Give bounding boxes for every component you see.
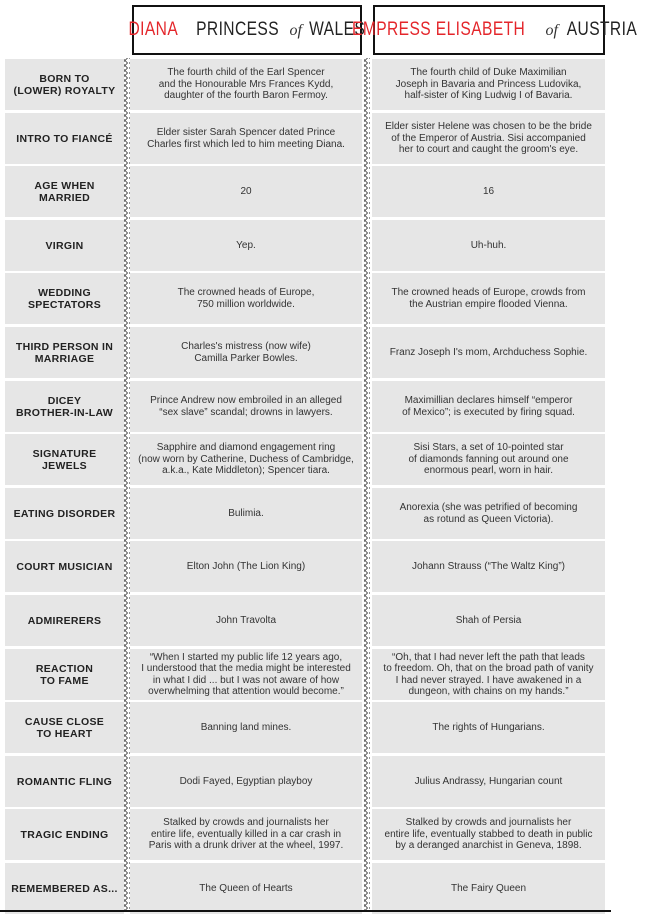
- row-label: [5, 381, 124, 432]
- diana-place: WALES: [309, 19, 366, 40]
- row-label-text: REACTION TO FAME: [35, 662, 94, 687]
- table-row: [0, 488, 611, 539]
- row-label-text: REMEMBERED AS...: [11, 882, 118, 895]
- diana-column-header: [128, 5, 366, 55]
- sisi-cell-text: Elder sister Helene was chosen to be the bride of the Emperor of Austria. Sisi accompanied her to court and caught the groom's eye.: [385, 121, 592, 156]
- sisi-cell-text: The rights of Hungarians.: [432, 721, 545, 733]
- table-row: [0, 273, 611, 324]
- diana-cell: [130, 649, 362, 700]
- row-label: [5, 809, 124, 860]
- diana-cell-text: Bulimia.: [228, 507, 264, 519]
- diana-cell: [130, 273, 362, 324]
- sisi-cell-text: Uh-huh.: [470, 239, 507, 251]
- table-row: [0, 809, 611, 860]
- diana-cell-text: Banning land mines.: [200, 721, 292, 733]
- row-label-text: DICEY BROTHER-IN-LAW: [16, 394, 113, 419]
- sisi-place: AUSTRIA: [566, 19, 638, 40]
- bottom-rule: [0, 910, 611, 912]
- diana-cell: [130, 863, 362, 914]
- sisi-cell: [372, 756, 605, 807]
- diana-cell-text: Dodi Fayed, Egyptian playboy: [179, 775, 313, 787]
- row-label-text: COURT MUSICIAN: [16, 560, 113, 573]
- row-label-text: EATING DISORDER: [13, 507, 116, 520]
- sisi-cell-text: “Oh, that I had never left the path that leads to freedom. Oh, that on the broad path of vanity I had never strayed. I have awakened in a dungeon, with chains on my hands.”: [383, 651, 594, 697]
- diana-cell-text: Sapphire and diamond engagement ring (now worn by Catherine, Duchess of Cambridge, a.k.a., Kate Middleton); Spencer tiara.: [138, 442, 354, 477]
- diana-cell-text: 20: [240, 185, 252, 197]
- row-label-text: TRAGIC ENDING: [20, 828, 109, 841]
- sisi-cell: [372, 595, 605, 646]
- row-label: [5, 756, 124, 807]
- diana-cell-text: “When I started my public life 12 years ago, I understood that the media might be interested in what I did ... but I was not aware of how overwhelming that attention would become.”: [141, 651, 351, 697]
- table-row: [0, 649, 611, 700]
- zigzag-divider-left: [124, 58, 130, 910]
- sisi-cell: [372, 863, 605, 914]
- sisi-cell: [372, 488, 605, 539]
- sisi-cell-text: The fourth child of Duke Maximilian Joseph in Bavaria and Princess Ludovika, half-sister of King Ludwig I of Bavaria.: [395, 67, 582, 102]
- sisi-of: of: [545, 22, 558, 39]
- sisi-cell-text: Johann Strauss (“The Waltz King”): [411, 560, 566, 572]
- sisi-column-header: [352, 5, 638, 55]
- table-row: [0, 220, 611, 271]
- diana-cell-text: John Travolta: [215, 614, 277, 626]
- row-label-text: WEDDING SPECTATORS: [27, 286, 101, 311]
- diana-cell-text: Charles's mistress (now wife) Camilla Parker Bowles.: [181, 341, 311, 364]
- diana-cell: [130, 381, 362, 432]
- sisi-cell: [372, 166, 605, 217]
- table-row: [0, 595, 611, 646]
- diana-cell: [130, 541, 362, 592]
- row-label-text: CAUSE CLOSE TO HEART: [24, 715, 105, 740]
- zigzag-divider-right: [364, 58, 370, 910]
- table-row: [0, 166, 611, 217]
- row-label-text: ROMANTIC FLING: [16, 775, 113, 788]
- row-label-text: ADMIRERERS: [27, 614, 102, 627]
- row-label: [5, 327, 124, 378]
- table-row: [0, 702, 611, 753]
- sisi-cell-text: Anorexia (she was petrified of becoming as rotund as Queen Victoria).: [399, 502, 578, 525]
- comparison-table: [0, 58, 611, 910]
- diana-cell: [130, 59, 362, 110]
- row-label: [5, 595, 124, 646]
- row-label: [5, 273, 124, 324]
- diana-cell: [130, 756, 362, 807]
- row-label: [5, 488, 124, 539]
- row-label: [5, 220, 124, 271]
- table-row: [0, 327, 611, 378]
- table-row: [0, 59, 611, 110]
- sisi-cell-text: The crowned heads of Europe, crowds from the Austrian empire flooded Vienna.: [391, 287, 586, 310]
- diana-cell-text: Elder sister Sarah Spencer dated Prince Charles first which led to him meeting Diana.: [147, 127, 345, 150]
- sisi-cell: [372, 59, 605, 110]
- diana-cell: [130, 595, 362, 646]
- row-label-text: AGE WHEN MARRIED: [34, 179, 95, 204]
- row-label-text: THIRD PERSON IN MARRIAGE: [15, 340, 114, 365]
- sisi-cell-text: Julius Andrassy, Hungarian count: [414, 775, 563, 787]
- diana-cell-text: Elton John (The Lion King): [186, 560, 306, 572]
- sisi-cell-text: The Fairy Queen: [450, 882, 527, 894]
- sisi-cell-text: Franz Joseph I's mom, Archduchess Sophie.: [389, 346, 588, 358]
- table-row: [0, 113, 611, 164]
- diana-of: of: [289, 22, 302, 39]
- sisi-cell-text: 16: [482, 185, 495, 197]
- row-label-text: BORN TO (LOWER) ROYALTY: [13, 72, 116, 97]
- diana-cell-text: Yep.: [236, 239, 256, 251]
- sisi-cell: [372, 809, 605, 860]
- sisi-cell: [372, 273, 605, 324]
- sisi-cell: [372, 702, 605, 753]
- diana-cell-text: Stalked by crowds and journalists her entire life, eventually killed in a car crash in Paris with a drunk driver at the wheel, 1997.: [148, 817, 344, 852]
- diana-cell: [130, 113, 362, 164]
- diana-cell: [130, 220, 362, 271]
- diana-cell: [130, 166, 362, 217]
- row-label: [5, 863, 124, 914]
- table-row: [0, 756, 611, 807]
- comparison-header: [0, 5, 638, 55]
- sisi-cell: [372, 327, 605, 378]
- diana-cell: [130, 434, 362, 485]
- table-row: [0, 434, 611, 485]
- row-label-text: VIRGIN: [45, 239, 84, 252]
- diana-cell-text: Prince Andrew now embroiled in an alleged “sex slave” scandal; drowns in lawyers.: [150, 395, 342, 418]
- table-row: [0, 381, 611, 432]
- sisi-cell: [372, 113, 605, 164]
- sisi-cell-text: Maximillian declares himself “emperor of Mexico”; is executed by firing squad.: [402, 395, 575, 418]
- sisi-cell: [372, 381, 605, 432]
- sisi-cell: [372, 541, 605, 592]
- row-label: [5, 166, 124, 217]
- table-row: [0, 541, 611, 592]
- sisi-cell-text: Stalked by crowds and journalists her entire life, eventually stabbed to death in public by a deranged anarchist in Geneva, 1898.: [384, 817, 593, 852]
- diana-title: PRINCESS: [196, 19, 280, 40]
- diana-cell-text: The Queen of Hearts: [199, 882, 293, 894]
- sisi-cell: [372, 649, 605, 700]
- diana-name: DIANA: [128, 19, 178, 40]
- diana-cell: [130, 327, 362, 378]
- diana-cell-text: The fourth child of the Earl Spencer and the Honourable Mrs Frances Kydd, daughter of the fourth Baron Fermoy.: [158, 67, 334, 102]
- sisi-cell-text: Sisi Stars, a set of 10-pointed star of diamonds fanning out around one enormous pearl, worn in hair.: [408, 442, 569, 477]
- row-label-text: INTRO TO FIANCÉ: [16, 132, 113, 145]
- row-label: [5, 541, 124, 592]
- row-label: [5, 434, 124, 485]
- diana-cell-text: The crowned heads of Europe, 750 million worldwide.: [177, 287, 315, 310]
- diana-cell: [130, 702, 362, 753]
- sisi-name: EMPRESS ELISABETH: [352, 19, 526, 40]
- row-label: [5, 59, 124, 110]
- sisi-cell-text: Shah of Persia: [455, 614, 522, 626]
- row-label: [5, 113, 124, 164]
- row-label: [5, 649, 124, 700]
- sisi-cell: [372, 220, 605, 271]
- diana-cell: [130, 809, 362, 860]
- table-row: [0, 863, 611, 914]
- row-label-text: SIGNATURE JEWELS: [32, 447, 97, 472]
- row-label: [5, 702, 124, 753]
- diana-cell: [130, 488, 362, 539]
- sisi-cell: [372, 434, 605, 485]
